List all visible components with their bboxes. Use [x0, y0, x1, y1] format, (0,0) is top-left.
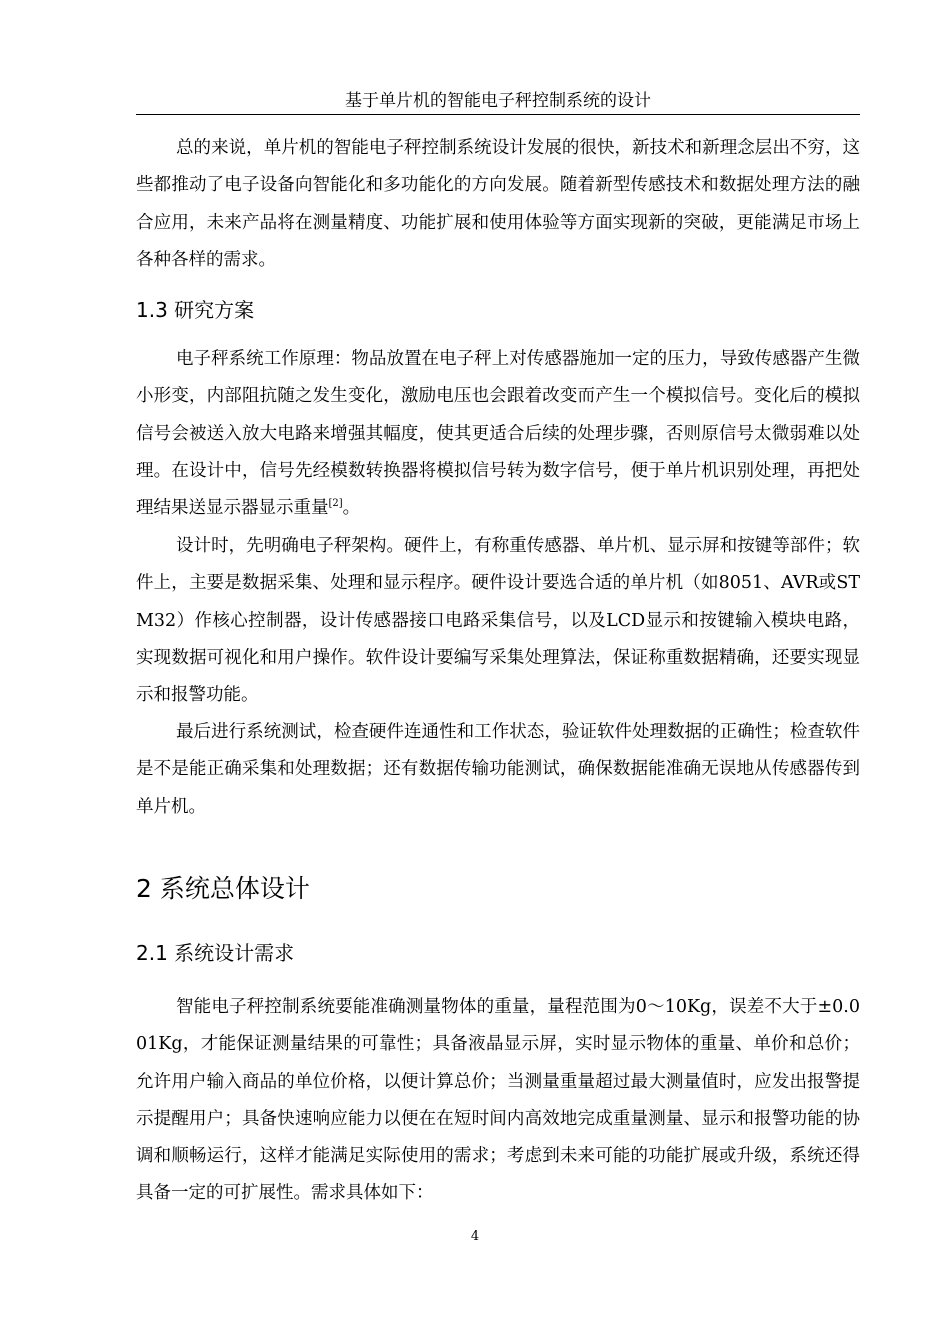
paragraph-summary: 总的来说，单片机的智能电子秤控制系统设计发展的很快，新技术和新理念层出不穷，这些都推动了电子设备向智能化和多功能化的方向发展。随着新型传感技术和数据处理方法的融合应用，未来产品将在测量精度、功能扩展和使用体验等方面实现新的突破，更能满足市场上各种各样的需求。: [136, 138, 860, 270]
paragraph-system-testing: 最后进行系统测试，检查硬件连通性和工作状态，验证软件处理数据的正确性；检查软件是不是能正确采集和处理数据；还有数据传输功能测试，确保数据能准确无误地从传感器传到单片机。: [136, 722, 860, 817]
paragraph-design-architecture: 设计时，先明确电子秤架构。硬件上，有称重传感器、单片机、显示屏和按键等部件；软件上，主要是数据采集、处理和显示程序。硬件设计要选合适的单片机（如8051、AVR或STM32）作核心控制器，设计传感器接口电路采集信号，以及LCD显示和按键输入模块电路，实现数据可视化和用户操作。软件设计要编写采集处理算法，保证称重数据精确，还要实现显示和报警功能。: [136, 536, 860, 706]
running-header: [136, 90, 860, 115]
section-heading-2-1: 2.1 系统设计需求: [136, 941, 295, 965]
section-heading-1-3: 1.3 研究方案: [136, 298, 255, 322]
citation-ref: [2]: [328, 498, 343, 510]
paragraph-design-requirements: 智能电子秤控制系统要能准确测量物体的重量，量程范围为0～10Kg，误差不大于±0.001Kg，才能保证测量结果的可靠性；具备液晶显示屏，实时显示物体的重量、单价和总价；允许用户输入商品的单位价格，以便计算总价；当测量重量超过最大测量值时，应发出报警提示提醒用户；具备快速响应能力以便在在短时间内高效地完成重量测量、显示和报警功能的协调和顺畅运行，这样才能满足实际使用的需求；考虑到未来可能的功能扩展或升级，系统还得具备一定的可扩展性。需求具体如下：: [136, 997, 860, 1204]
chapter-heading-2: 2 系统总体设计: [136, 874, 310, 903]
running-header-title: 基于单片机的智能电子秤控制系统的设计: [345, 91, 651, 111]
paragraph-working-principle: [136, 341, 860, 527]
page-number: 4: [470, 1229, 480, 1244]
paragraph-working-principle-end: 。: [342, 498, 361, 519]
paragraph-working-principle-text: 电子秤系统工作原理：物品放置在电子秤上对传感器施加一定的压力，导致传感器产生微小形变，内部阻抗随之发生变化，激励电压也会跟着改变而产生一个模拟信号。变化后的模拟信号会被送入放大电路来增强其幅度，使其更适合后续的处理步骤，否则原信号太微弱难以处理。在设计中，信号先经模数转换器将模拟信号转为数字信号，便于单片机识别处理，再把处理结果送显示器显示重量: [136, 349, 860, 519]
